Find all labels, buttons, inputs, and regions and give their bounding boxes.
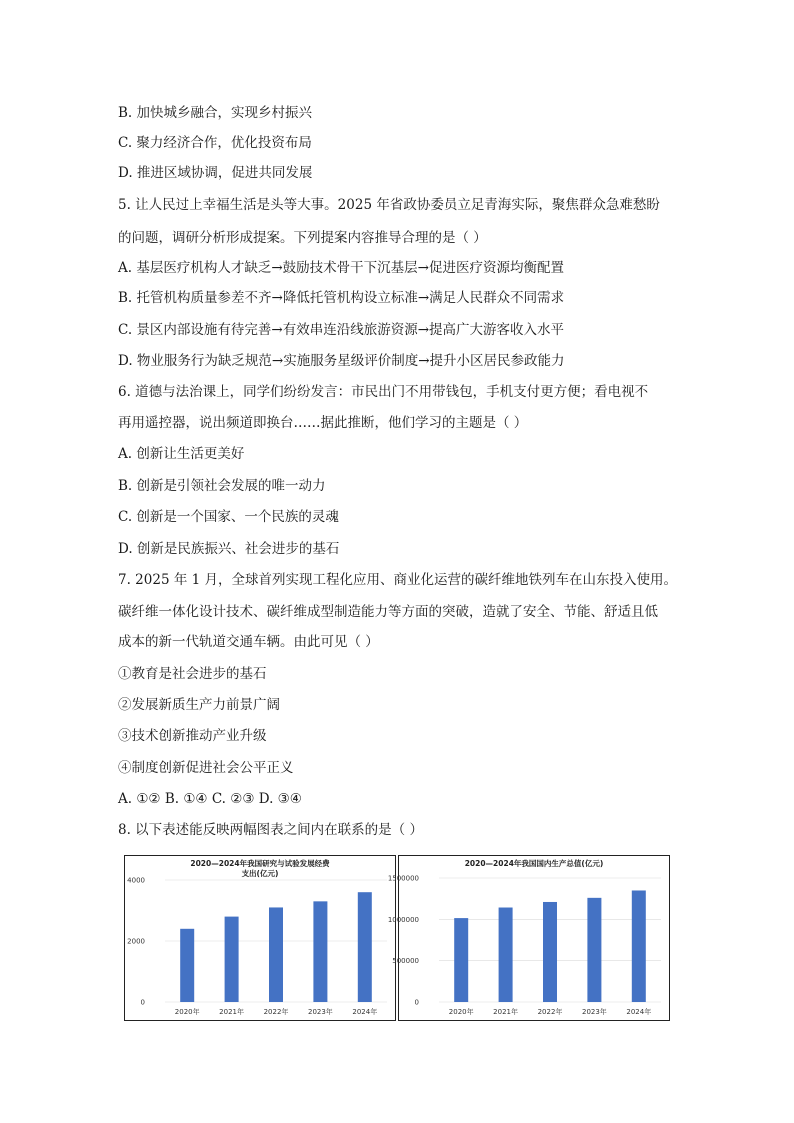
question-7-stem-line-3: 成本的新一代轨道交通车辆。由此可见（ ）: [118, 634, 379, 650]
y-tick-label: 1000000: [387, 915, 419, 924]
y-tick-label: 2000: [127, 937, 145, 946]
bar: [632, 890, 646, 1002]
question-5-stem-line-1: 5. 让人民过上幸福生活是头等大事。2025 年省政协委员立足青海实际，聚焦群众急难愁盼: [118, 197, 660, 213]
bar: [313, 901, 327, 1002]
question-5-option-d: D. 物业服务行为缺乏规范→实施服务星级评价制度→提升小区居民参政能力: [118, 353, 565, 369]
bar: [454, 918, 468, 1002]
option-5d-prev: D. 推进区域协调，促进共同发展: [118, 165, 313, 181]
question-8-stem: 8. 以下表述能反映两幅图表之间内在联系的是（ ）: [118, 822, 423, 838]
chart-title-line: 支出(亿元): [241, 869, 279, 878]
question-7-stem-line-1: 7. 2025 年 1 月，全球首列实现工程化应用、商业化运营的碳纤维地铁列车在山东投入使用。: [118, 572, 677, 588]
bar: [225, 917, 239, 1002]
option-5b-prev: B. 加快城乡融合，实现乡村振兴: [118, 105, 313, 121]
x-tick-label: 2022年: [263, 1008, 289, 1016]
bar: [269, 907, 283, 1002]
question-5-option-a: A. 基层医疗机构人才缺乏→鼓励技术骨干下沉基层→促进医疗资源均衡配置: [118, 260, 564, 276]
question-6-option-d: D. 创新是民族振兴、社会进步的基石: [118, 541, 340, 557]
x-tick-label: 2022年: [537, 1008, 563, 1016]
bar: [180, 929, 194, 1002]
bar: [499, 908, 513, 1002]
question-6-stem-line-2: 再用遥控器，说出频道即换台……据此推断，他们学习的主题是（ ）: [118, 415, 528, 431]
question-7-item-4: ④制度创新促进社会公平正义: [118, 760, 294, 776]
x-tick-label: 2024年: [352, 1008, 378, 1016]
question-5-option-b: B. 托管机构质量参差不齐→降低托管机构设立标准→满足人民群众不同需求: [118, 290, 565, 306]
x-tick-label: 2024年: [626, 1008, 652, 1016]
x-tick-label: 2020年: [448, 1008, 474, 1016]
y-tick-label: 1500000: [387, 874, 419, 883]
question-7-options: A. ①② B. ①④ C. ②③ D. ③④: [118, 791, 302, 807]
question-6-option-b: B. 创新是引领社会发展的唯一动力: [118, 478, 326, 494]
chart-title-line: 2020—2024年我国国内生产总值(亿元): [464, 859, 604, 868]
x-tick-label: 2021年: [493, 1008, 519, 1016]
question-5-option-c: C. 景区内部设施有待完善→有效串连沿线旅游资源→提高广大游客收入水平: [118, 322, 565, 338]
x-tick-label: 2020年: [174, 1008, 200, 1016]
question-7-item-2: ②发展新质生产力前景广阔: [118, 697, 280, 713]
question-6-option-c: C. 创新是一个国家、一个民族的灵魂: [118, 509, 339, 525]
question-7-item-1: ①教育是社会进步的基石: [118, 666, 267, 682]
y-tick-label: 0: [140, 998, 145, 1007]
question-7-stem-line-2: 碳纤维一体化设计技术、碳纤维成型制造能力等方面的突破，造就了安全、节能、舒适且低: [118, 604, 658, 620]
bar: [587, 898, 601, 1002]
y-tick-label: 0: [414, 998, 419, 1007]
y-tick-label: 500000: [392, 957, 419, 966]
x-tick-label: 2021年: [219, 1008, 245, 1016]
question-7-item-3: ③技术创新推动产业升级: [118, 728, 267, 744]
rd-expenditure-chart: [124, 855, 396, 1021]
x-tick-label: 2023年: [307, 1008, 333, 1016]
chart-title-line: 2020—2024年我国研究与试验发展经费: [190, 859, 330, 868]
question-6-stem-line-1: 6. 道德与法治课上，同学们纷纷发言：市民出门不用带钱包，手机支付更方便；看电视不: [118, 384, 649, 400]
y-tick-label: 4000: [127, 876, 145, 885]
x-tick-label: 2023年: [581, 1008, 607, 1016]
bar: [358, 892, 372, 1002]
question-5-stem-line-2: 的问题，调研分析形成提案。下列提案内容推导合理的是（ ）: [118, 230, 487, 246]
option-5c-prev: C. 聚力经济合作，优化投资布局: [118, 135, 312, 151]
rd-expenditure-chart-svg: [125, 856, 395, 1020]
bar: [543, 902, 557, 1002]
gdp-chart: [387, 855, 670, 1021]
question-8-charts: [124, 855, 672, 1021]
gdp-chart-svg: [387, 856, 669, 1020]
question-6-option-a: A. 创新让生活更美好: [118, 446, 245, 462]
